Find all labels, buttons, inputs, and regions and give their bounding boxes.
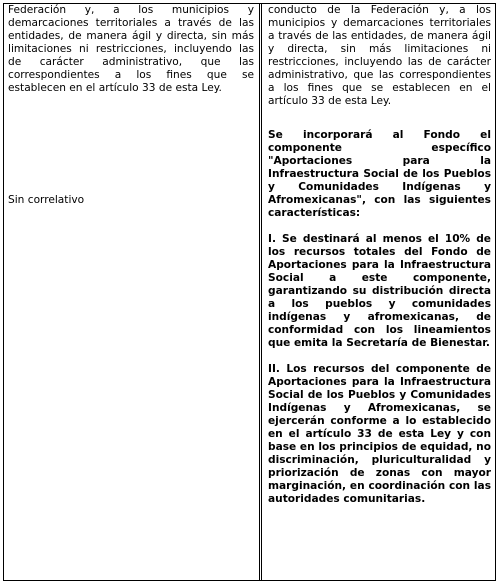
left-column <box>8 4 254 206</box>
item-ii: II. Los recursos del componente de Aportaciones para la Infraestructura Social de los Pueblos y Comunidades Indígenas y Afromexicanas, se ejercerán conforme a lo establecido en el artículo 33 de esta Ley y con base en los principios de equidad, no discriminación, pluriculturalidad y priorización de zonas con mayor marginación, en coordinación con las autoridades comunitarias. <box>268 363 491 505</box>
item-i: I. Se destinará al menos el 10% de los recursos totales del Fondo de Aportaciones para la Infraestructura Social a este componente, garantizando su distribución directa a los pueblos y comunidades indígenas y afromexicanas, de conformidad con los lineamientos que emita la Secretaría de Bienestar. <box>268 233 491 349</box>
left-paragraph: Federación y, a los municipios y demarcaciones territoriales a través de las entidades, de manera ágil y directa, sin más limitaciones ni restricciones, incluyendo las de carácter administrativo, que las correspondientes a los fines que se establecen en el artículo 33 de esta Ley. <box>8 4 254 94</box>
sin-correlativo-label: Sin correlativo <box>8 194 85 206</box>
column-divider <box>259 4 262 580</box>
comparison-table <box>3 3 496 581</box>
component-intro: Se incorporará al Fondo el componente específico "Aportaciones para la Infraestructura Social de los Pueblos y Comunidades Indígenas y Afromexicanas", con las siguientes características: <box>268 129 491 219</box>
right-paragraph: conducto de la Federación y, a los municipios y demarcaciones territoriales a través de las entidades, de manera ágil y directa, sin más limitaciones ni restricciones, incluyendo las de carácter administrativo, que las correspondientes a los fines que se establecen en el artículo 33 de esta Ley. <box>268 4 491 107</box>
right-column <box>268 4 491 506</box>
